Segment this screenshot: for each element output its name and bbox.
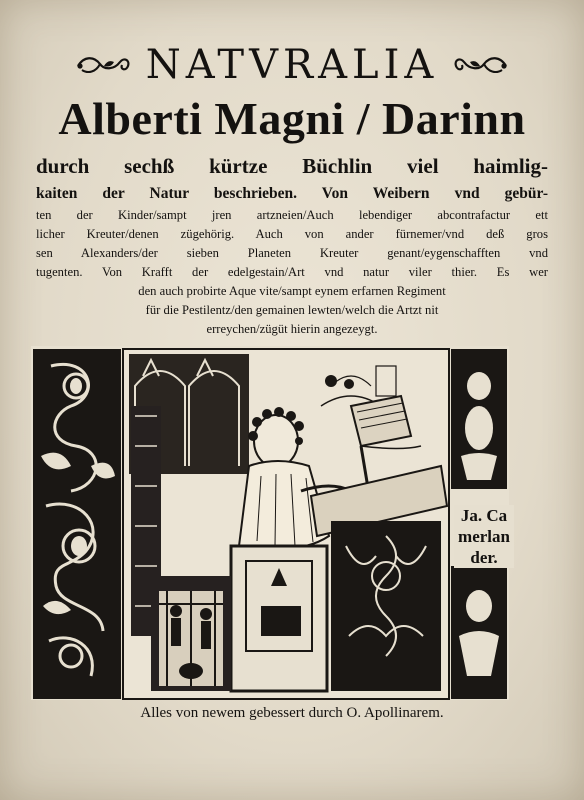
fleuron-left-icon [74, 52, 132, 78]
description-line: kaiten der Natur beschrieben. Von Weibern vnd gebür- [36, 185, 548, 202]
title-row [0, 42, 584, 88]
description-line: für die Pestilentz/den gemainen lewten/welch die Artzt nit [145, 303, 439, 317]
scholar-at-lectern-woodcut [31, 346, 509, 700]
woodcut-illustration [31, 346, 509, 700]
description-line: sen Alexanders/der sieben Planeten Kreuter genant/eygenschafften vnd [36, 246, 548, 260]
signature-line: Ja. Ca [460, 506, 508, 525]
title-naturalia: NATVRALIA [145, 42, 439, 88]
signature-line: der. [470, 548, 498, 567]
subtitle-alberti-magni: Alberti Magni / Darinn [58, 93, 526, 144]
artist-signature [454, 505, 514, 568]
description-line: ten der Kinder/sampt jren artzneien/Auch lebendiger abcontrafactur ett [36, 208, 548, 222]
fleuron-right-icon [452, 52, 510, 78]
description-line: erreychen/zügüt hierin angezeygt. [206, 322, 378, 336]
signature-line: merlan [458, 527, 510, 546]
description-line: den auch probirte Aque vite/sampt eynem erfarnen Regiment [138, 284, 446, 298]
imprint-line: Alles von newem gebessert durch O. Apollinarem. [140, 705, 444, 721]
title-description [36, 150, 548, 339]
description-line: durch sechß kürtze Büchlin viel haimlig- [36, 154, 548, 178]
description-line: tugenten. Von Krafft der edelgestain/Art vnd natur viler thier. Es wer [36, 265, 548, 279]
description-line: licher Kreuter/denen zügehörig. Auch von ander fürnemer/vnd deß gros [36, 227, 548, 241]
